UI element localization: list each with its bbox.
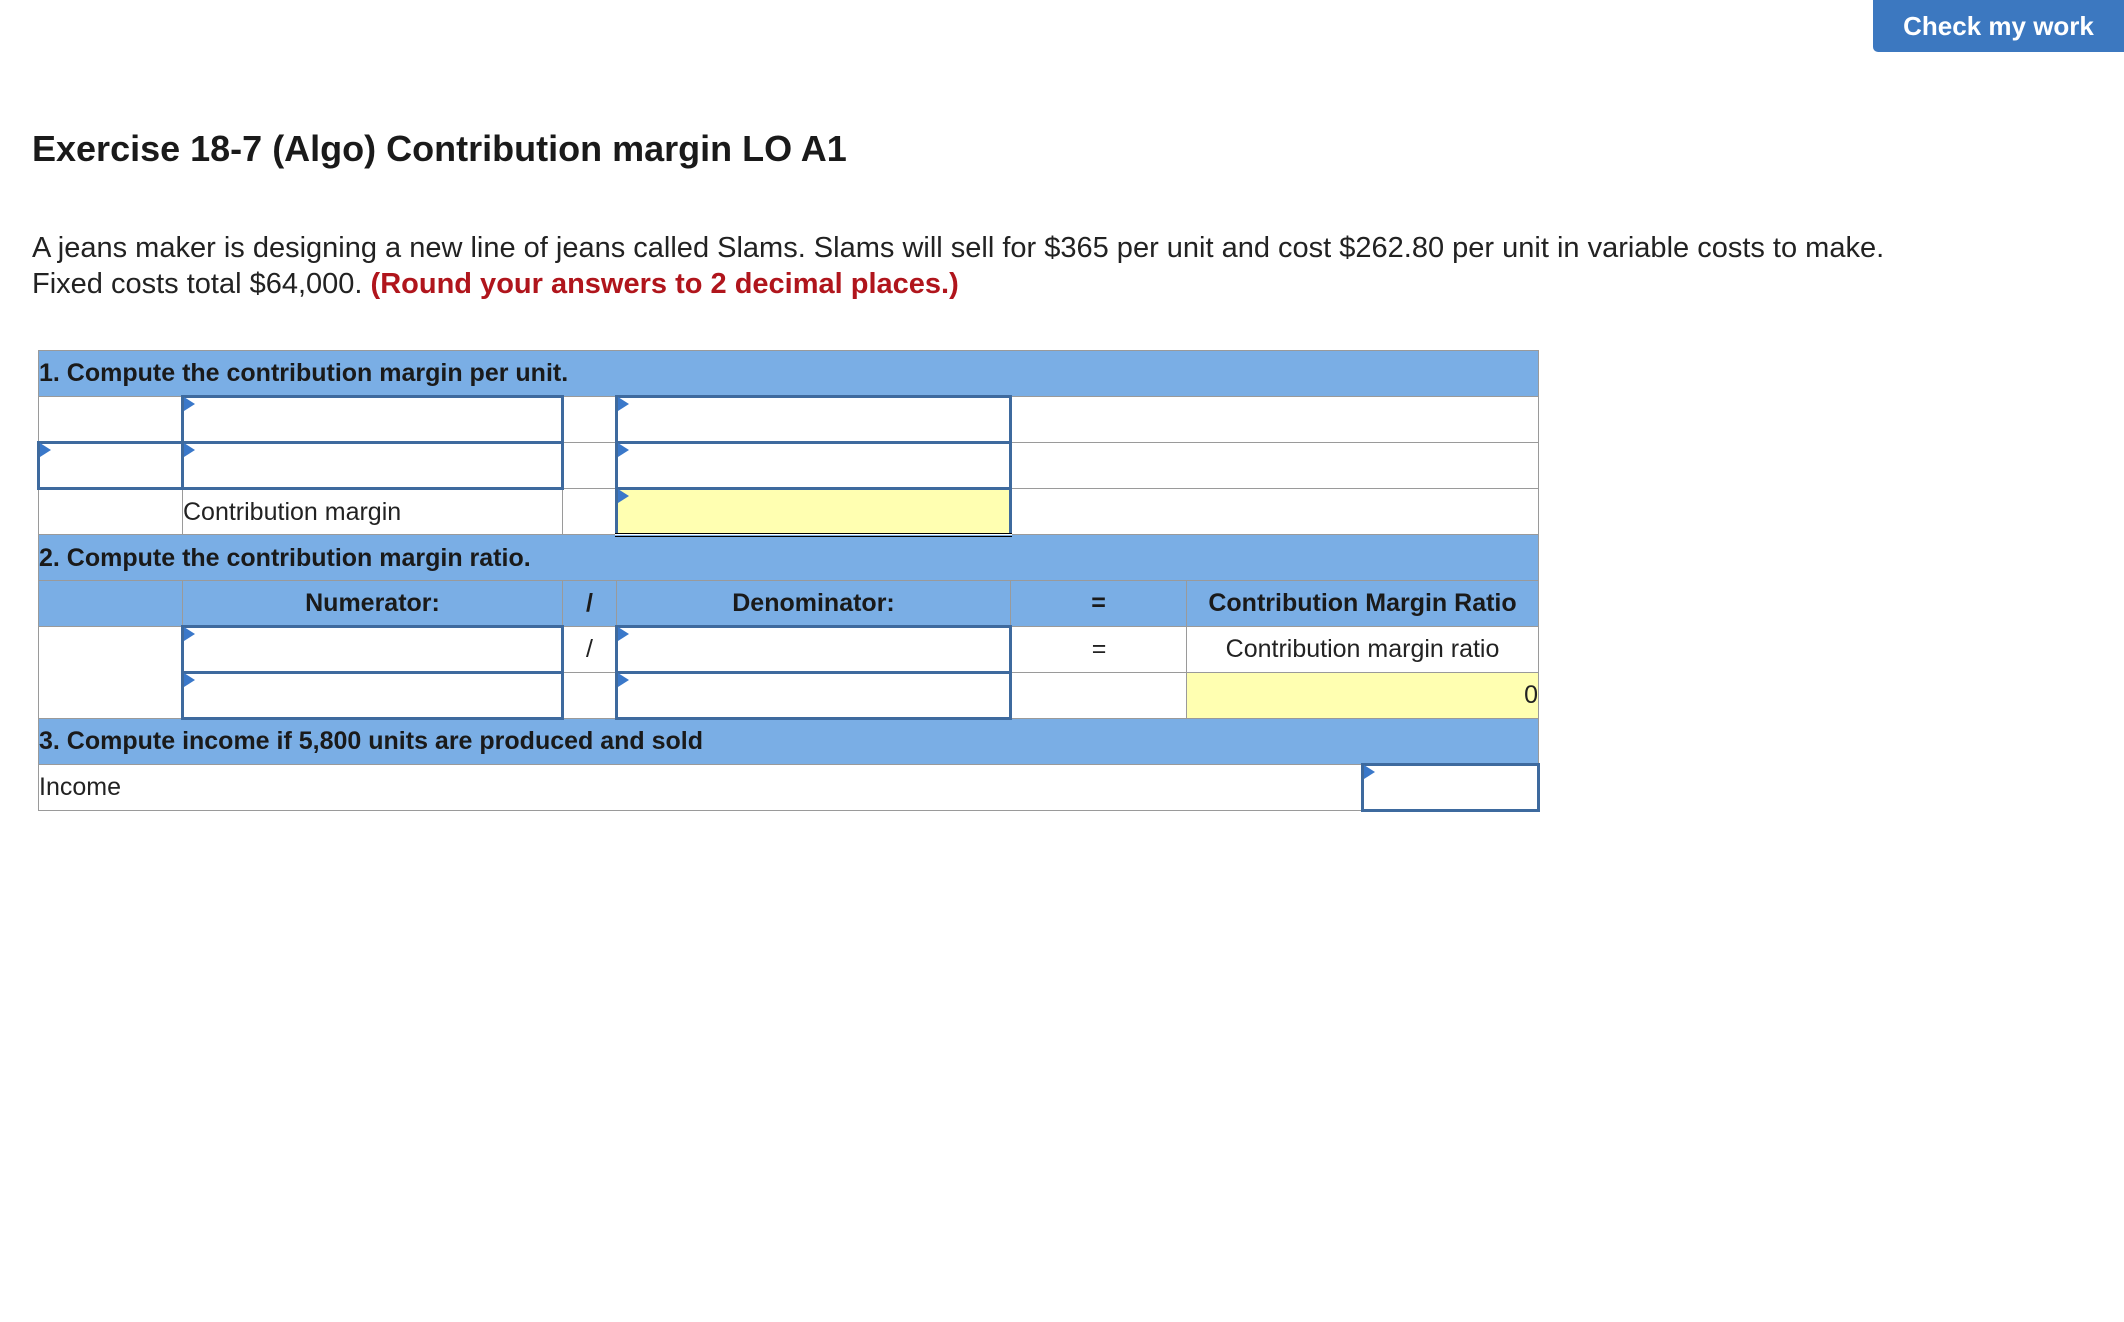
result-header: Contribution Margin Ratio <box>1187 581 1539 627</box>
part1-row2-filler <box>1011 443 1539 489</box>
part2-row-labels <box>39 627 1539 673</box>
part1-row1-label-input[interactable] <box>183 397 563 443</box>
worksheet-table <box>37 350 1540 812</box>
part2-blank-cell <box>39 627 183 719</box>
part1-total-row <box>39 489 1539 535</box>
rounding-instruction: (Round your answers to 2 decimal places.) <box>370 268 959 300</box>
part2-header-blank <box>39 581 183 627</box>
part1-row2-sign-input[interactable] <box>39 443 183 489</box>
result-label: Contribution margin ratio <box>1187 627 1539 673</box>
denominator-amount-input[interactable] <box>617 673 1011 719</box>
part2-header: 2. Compute the contribution margin ratio. <box>39 535 1539 581</box>
part1-row2-label-input[interactable] <box>183 443 563 489</box>
part1-total-filler <box>1011 489 1539 535</box>
denominator-header: Denominator: <box>617 581 1011 627</box>
divide-symbol: / <box>563 627 617 673</box>
part1-total-blank <box>39 489 183 535</box>
equals-spacer <box>1011 673 1187 719</box>
contribution-margin-ratio-value: 0 <box>1187 673 1539 719</box>
part3-header: 3. Compute income if 5,800 units are produced and sold <box>39 719 1539 765</box>
part1-row-1 <box>39 397 1539 443</box>
income-label: Income <box>39 765 1363 811</box>
contribution-margin-amount[interactable] <box>617 489 1011 535</box>
denominator-label-input[interactable] <box>617 627 1011 673</box>
part1-row1-amount-input[interactable] <box>617 397 1011 443</box>
part1-row1-blank <box>39 397 183 443</box>
equals-symbol: = <box>1011 627 1187 673</box>
problem-statement <box>32 230 1892 302</box>
divide-symbol-header: / <box>563 581 617 627</box>
part1-row-2 <box>39 443 1539 489</box>
exercise-title: Exercise 18-7 (Algo) Contribution margin LO A1 <box>32 128 847 169</box>
part1-row2-amount-input[interactable] <box>617 443 1011 489</box>
income-input[interactable] <box>1363 765 1539 811</box>
problem-text: A jeans maker is designing a new line of jeans called Slams. Slams will sell for $365 per unit and cost $262.80 per unit in variable costs to make. Fixed costs total $64,000. <box>32 232 1885 300</box>
part1-row1-spacer <box>563 397 617 443</box>
numerator-amount-input[interactable] <box>183 673 563 719</box>
part1-row2-spacer <box>563 443 617 489</box>
part1-row1-filler <box>1011 397 1539 443</box>
contribution-margin-label: Contribution margin <box>183 489 563 535</box>
income-row <box>39 765 1539 811</box>
part1-header: 1. Compute the contribution margin per unit. <box>39 351 1539 397</box>
divide-spacer <box>563 673 617 719</box>
numerator-header: Numerator: <box>183 581 563 627</box>
part1-total-spacer <box>563 489 617 535</box>
numerator-label-input[interactable] <box>183 627 563 673</box>
check-my-work-button[interactable]: Check my work <box>1873 0 2124 52</box>
equals-symbol-header: = <box>1011 581 1187 627</box>
part2-row-values <box>39 673 1539 719</box>
